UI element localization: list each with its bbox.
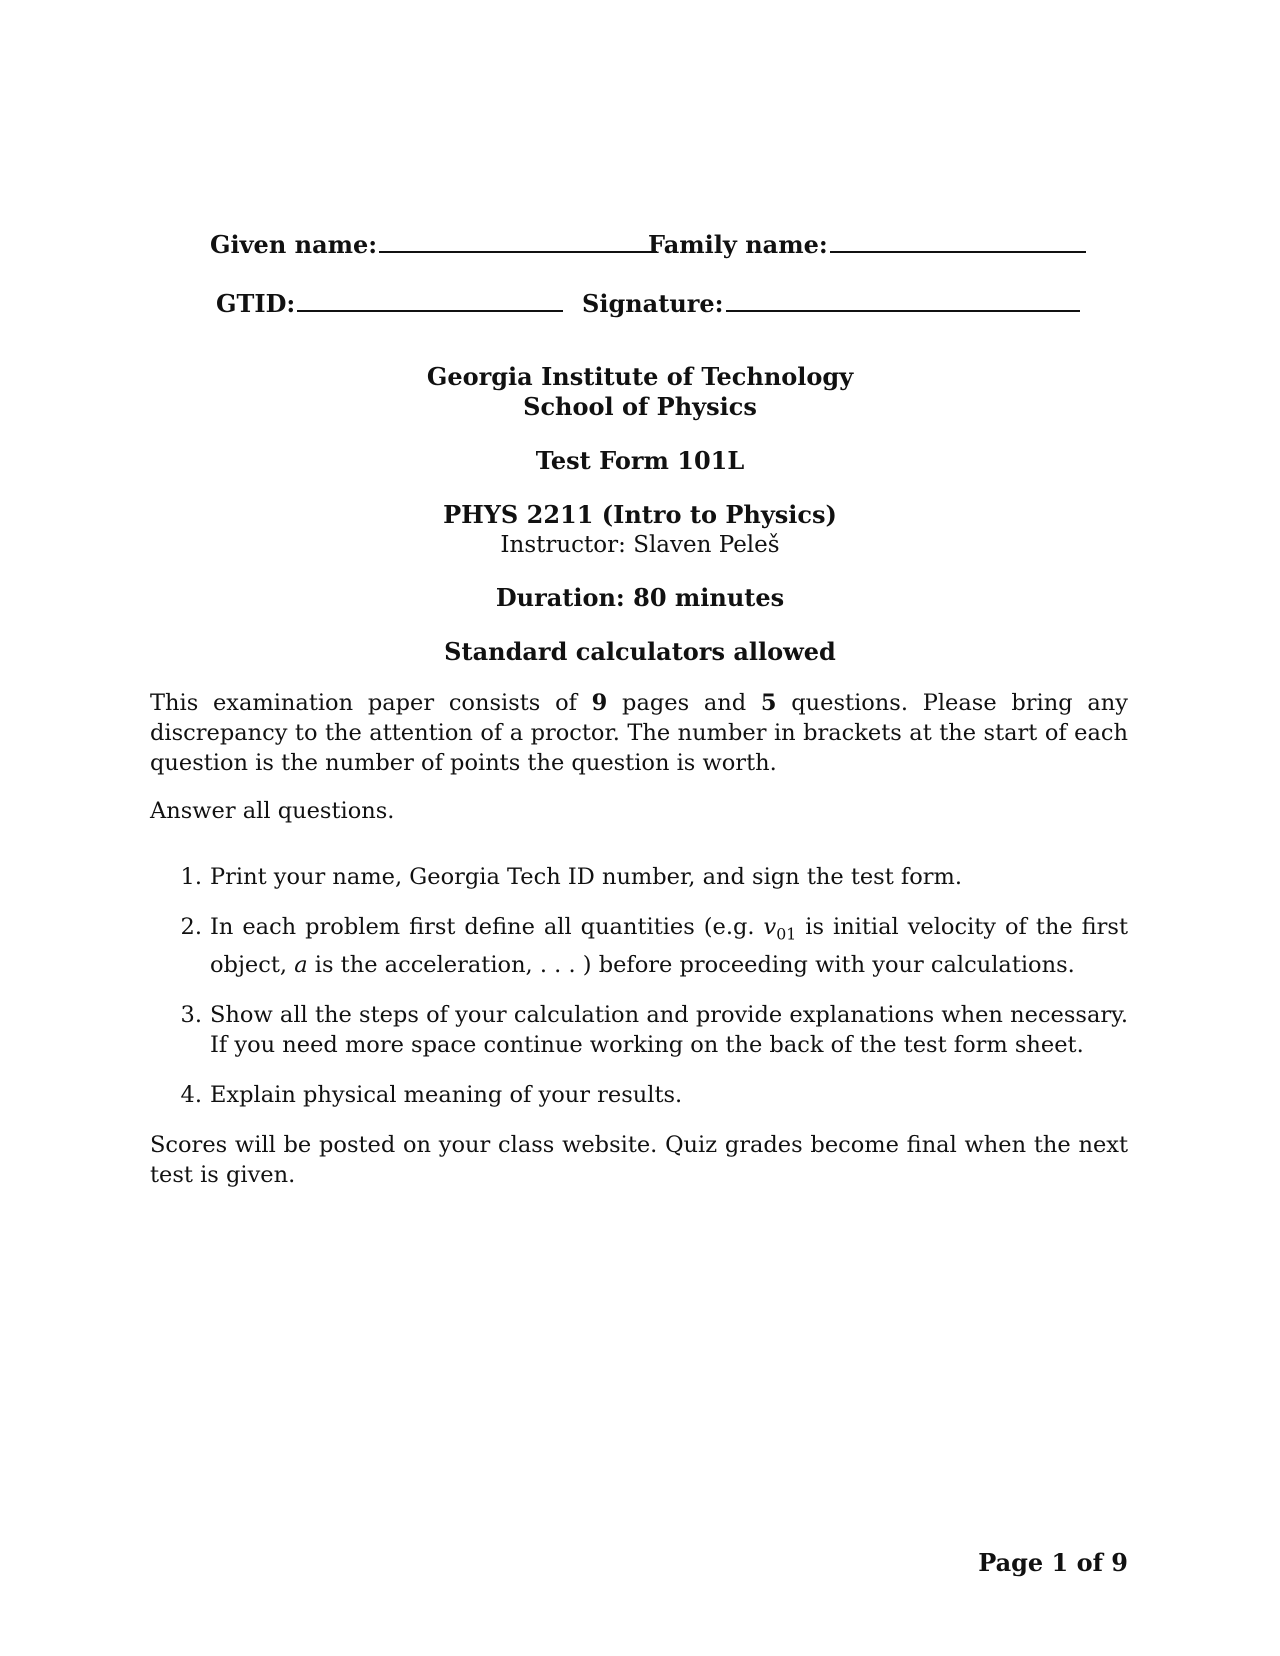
signature-label: Signature: <box>582 289 724 318</box>
family-name-label: Family name: <box>648 230 828 259</box>
velocity-variable: v <box>763 914 777 940</box>
answer-all-paragraph <box>150 796 1128 826</box>
school-name: School of Physics <box>523 392 757 421</box>
list-number: 4. <box>180 1081 202 1108</box>
calculators-block <box>0 637 1280 667</box>
page-count: 9 <box>591 690 608 716</box>
answer-all-text: Answer all questions. <box>150 798 395 824</box>
intro-paragraph <box>150 688 1128 778</box>
list-item <box>150 912 1128 980</box>
family-name-field <box>648 230 1086 259</box>
acceleration-variable: a <box>294 951 308 978</box>
list-text-part: In each problem first define all quantities (e.g. <box>210 914 764 940</box>
list-text-part: is the acceleration, . . . ) before proceeding with your calculations. <box>307 951 1075 978</box>
scores-note-text: Scores will be posted on your class website. Quiz grades become final when the next test is given. <box>150 1132 1128 1188</box>
intro-text-a: This examination paper consists of <box>150 690 592 716</box>
gtid-blank[interactable] <box>297 309 563 312</box>
intro-text-b: pages and <box>607 690 761 716</box>
signature-blank[interactable] <box>726 309 1080 312</box>
list-item <box>150 1000 1128 1060</box>
list-item <box>150 862 1128 892</box>
velocity-subscript: 01 <box>776 924 797 944</box>
test-form-label: Test Form 101L <box>535 446 745 475</box>
given-name-label: Given name: <box>210 230 378 259</box>
course-title: PHYS 2211 (Intro to Physics) <box>443 500 837 529</box>
list-number: 2. <box>180 914 202 940</box>
duration-block <box>0 583 1280 613</box>
list-text <box>210 912 1128 980</box>
institution-name: Georgia Institute of Technology <box>426 362 854 391</box>
scores-note <box>150 1130 1128 1190</box>
course-block <box>0 500 1280 560</box>
duration-line: Duration: 80 minutes <box>495 583 785 612</box>
instructor-line: Instructor: Slaven Peleš <box>500 532 780 558</box>
gtid-label: GTID: <box>216 289 296 318</box>
family-name-blank[interactable] <box>830 250 1086 253</box>
intro-text-c: questions. Please bring any discrepancy to the attention of a proctor. The number in brackets at the start of each question is the number of points the question is worth. <box>150 690 1128 776</box>
institution-header <box>0 362 1280 422</box>
list-text: Explain physical meaning of your results. <box>210 1081 683 1108</box>
gtid-field <box>216 289 563 318</box>
instructions-list <box>150 862 1128 1130</box>
given-name-field <box>210 230 657 259</box>
list-number: 1. <box>180 864 202 890</box>
calculators-line: Standard calculators allowed <box>444 637 836 666</box>
given-name-blank[interactable] <box>379 250 657 253</box>
page-number: Page 1 of 9 <box>978 1548 1128 1577</box>
signature-field <box>582 289 1080 318</box>
list-text: Print your name, Georgia Tech ID number, and sign the test form. <box>210 864 963 890</box>
list-text: Show all the steps of your calculation and provide explanations when necessary. If you need more space continue working on the back of the test form sheet. <box>210 1001 1128 1058</box>
list-text-part: is initial velocity of the first object, <box>210 914 1128 978</box>
list-item <box>150 1080 1128 1110</box>
list-number: 3. <box>180 1001 202 1028</box>
test-form-title <box>0 446 1280 476</box>
question-count: 5 <box>760 690 777 716</box>
